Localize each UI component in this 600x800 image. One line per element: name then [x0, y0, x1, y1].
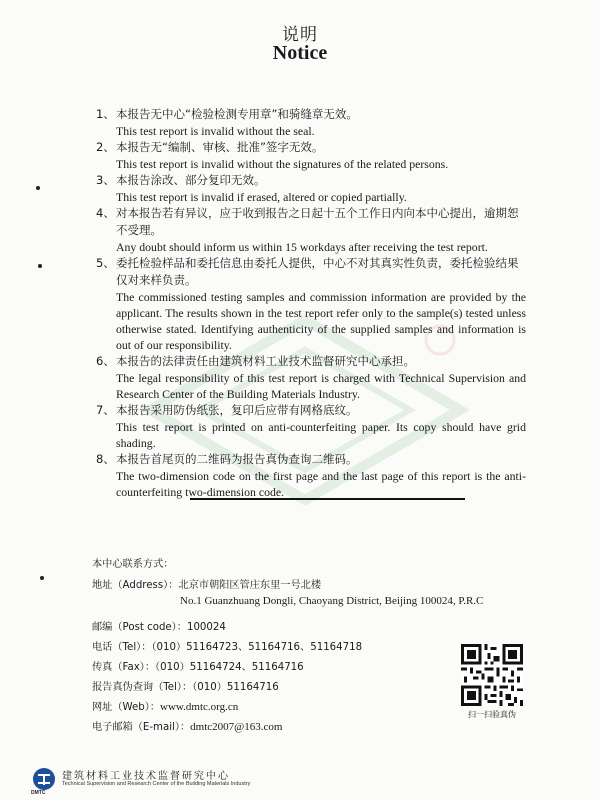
notice-text-cn: 本报告无“编制、审核、批准”签字无效。: [116, 140, 324, 154]
address-label: 地址（Address）：: [92, 580, 179, 591]
scan-speck: [36, 186, 40, 190]
notice-item-8: [96, 451, 526, 500]
notice-text-cn: 本报告涂改、部分复印无效。: [116, 173, 266, 187]
notice-item-3: [96, 172, 526, 205]
scan-speck: [38, 264, 42, 268]
notice-number: 5、: [96, 256, 115, 270]
notice-item-6: [96, 353, 526, 402]
email-row: [92, 718, 282, 733]
qr-code-icon[interactable]: [461, 644, 523, 706]
notice-number: 4、: [96, 206, 115, 220]
address-row: [92, 576, 321, 591]
notice-text-en: This test report is invalid without the seal.: [116, 124, 315, 138]
footer-org-cn: 建筑材料工业技术监督研究中心: [62, 771, 230, 782]
notice-text-cn: 本报告的法律责任由建筑材料工业技术监督研究中心承担。: [116, 354, 415, 368]
address-cn: 北京市朝阳区管庄东里一号北楼: [178, 580, 322, 591]
notice-number: 6、: [96, 354, 115, 368]
fax: 传真（Fax）：（010）51164724、51164716: [92, 662, 304, 673]
verify-telephone: 报告真伪查询（Tel）：（010）51164716: [92, 682, 279, 693]
notice-text-cn: 对本报告若有异议，应于收到报告之日起十五个工作日内向本中心提出，逾期恕不受理。: [116, 206, 519, 237]
qr-caption: 扫一扫验真伪: [468, 710, 516, 719]
notice-number: 3、: [96, 173, 115, 187]
notice-text-cn: 本报告无中心“检验检测专用章”和骑缝章无效。: [116, 107, 358, 121]
notice-text-cn: 本报告采用防伪纸张，复印后应带有网格底纹。: [116, 403, 358, 417]
notice-number: 2、: [96, 140, 115, 154]
notice-text-en: This test report is invalid without the signatures of the related persons.: [116, 157, 449, 171]
email-label: 电子邮箱（E-mail）：: [92, 722, 191, 733]
notice-item-4: [96, 205, 526, 255]
notice-text-cn: 本报告首尾页的二维码为报告真伪查询二维码。: [116, 452, 358, 466]
website-row: [92, 698, 238, 713]
notice-text-en: The two-dimension code on the first page and the last page of this report is the anti-counterfeiting two-dimension code.: [116, 469, 526, 499]
address-en: No.1 Guanzhuang Dongli, Chaoyang District, Beijing 100024, P.R.C: [180, 595, 484, 607]
notice-text-cn: 委托检验样品和委托信息由委托人提供，中心不对其真实性负责，委托检验结果仅对来样负责。: [116, 256, 519, 287]
website-link[interactable]: www.dmtc.org.cn: [160, 701, 239, 713]
notice-number: 7、: [96, 403, 115, 417]
logo-text: DMTC: [31, 790, 46, 796]
notice-list: [96, 106, 526, 500]
notice-text-en: This test report is invalid if erased, altered or copied partially.: [116, 190, 407, 204]
notice-number: 1、: [96, 107, 115, 121]
email-link[interactable]: dmtc2007@163.com: [190, 721, 283, 733]
telephone: 电话（Tel）：（010）51164723、51164716、51164718: [92, 642, 363, 653]
postcode: 邮编（Post code）：100024: [92, 622, 226, 633]
notice-text-en: The legal responsibility of this test report is charged with Technical Supervision and Research Center of the Building Materials Industry.: [116, 371, 526, 401]
dmtc-logo-icon: [32, 767, 56, 791]
notice-text-en: This test report is printed on anti-counterfeiting paper. Its copy should have grid shading.: [116, 420, 526, 450]
website-label: 网址（Web）：: [92, 702, 161, 713]
contact-heading: 本中心联系方式：: [92, 559, 174, 570]
notice-item-5: [96, 255, 526, 353]
notice-item-7: [96, 402, 526, 451]
notice-number: 8、: [96, 452, 115, 466]
footer-org-en: Technical Supervision and Research Center of the Building Materials Industry: [62, 781, 251, 787]
scan-speck: [40, 576, 44, 580]
page-title-cn: 说明: [282, 25, 318, 45]
page-title-en: Notice: [272, 42, 328, 64]
divider-rule: [190, 498, 465, 500]
notice-text-en: Any doubt should inform us within 15 workdays after receiving the test report.: [116, 240, 488, 254]
notice-text-en: The commissioned testing samples and commission information are provided by the applicant. The results shown in the test report refer only to the sample(s) tested unless otherwise stated. Identifying authenticity of the supplied samples and information is out of our responsibility.: [116, 290, 526, 352]
notice-item-1: [96, 106, 526, 139]
notice-item-2: [96, 139, 526, 172]
